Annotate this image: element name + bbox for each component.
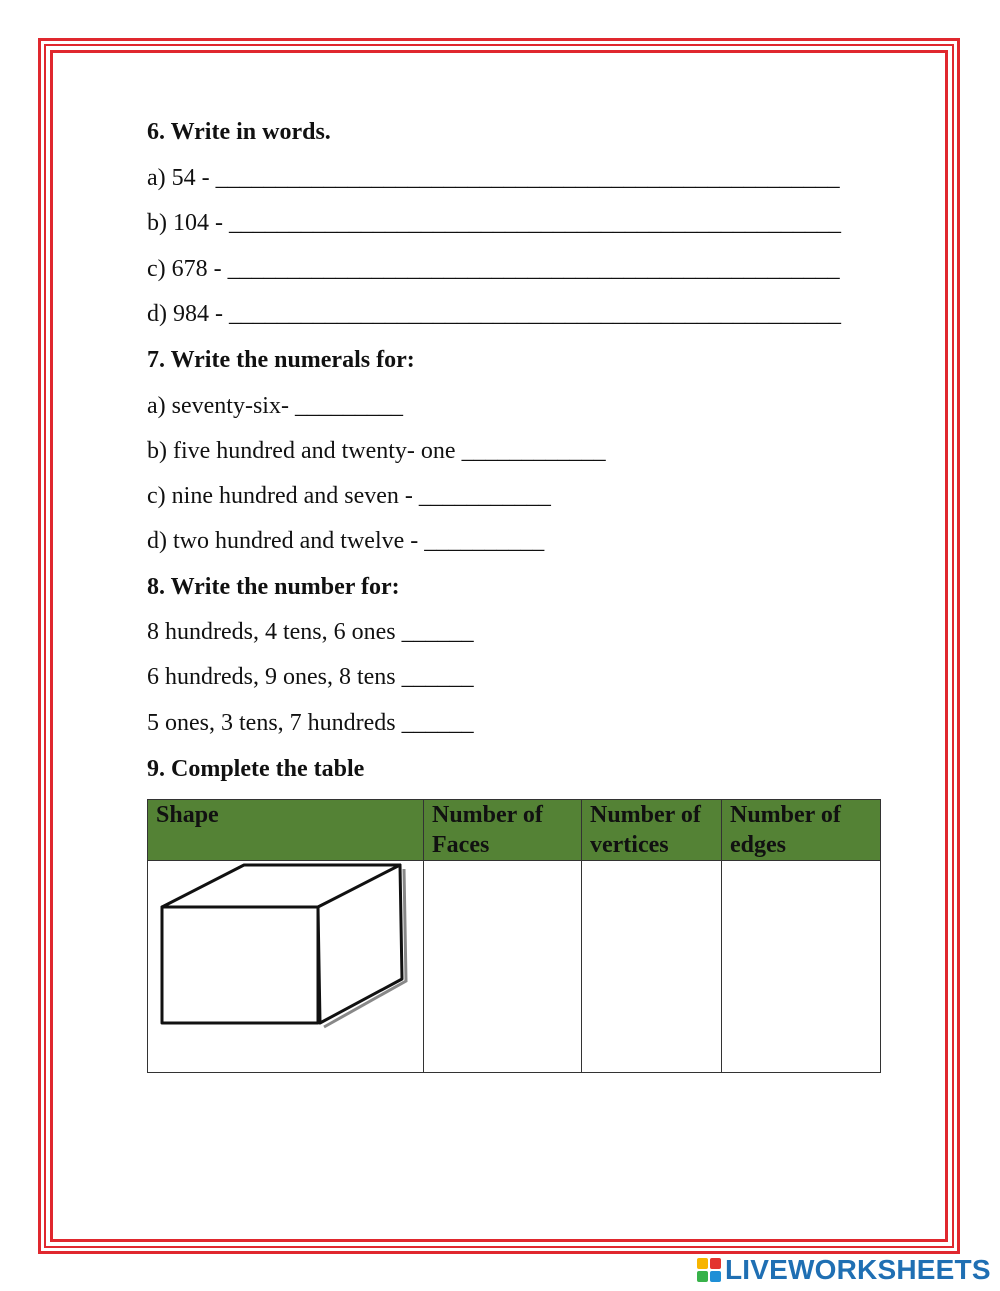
q7-item-c[interactable]: c) nine hundred and seven - ___________	[147, 483, 551, 509]
q6-item-d[interactable]: d) 984 - ___________________________________________________	[147, 301, 841, 327]
cell-shape	[148, 861, 424, 1073]
brand-name: LIVEWORKSHEETS	[725, 1254, 991, 1285]
q7-heading: 7. Write the numerals for:	[147, 347, 415, 373]
header-vertices: Number of vertices	[582, 800, 722, 861]
table-row	[148, 861, 881, 1073]
q7-item-d[interactable]: d) two hundred and twelve - __________	[147, 528, 545, 554]
q7-item-a[interactable]: a) seventy-six- _________	[147, 393, 403, 419]
q7-item-b[interactable]: b) five hundred and twenty- one ____________	[147, 438, 606, 464]
header-shape: Shape	[148, 800, 424, 861]
table-header-row	[148, 800, 881, 861]
liveworksheets-brand[interactable]	[697, 1255, 991, 1285]
liveworksheets-logo-icon	[697, 1258, 721, 1282]
header-edges: Number of edges	[722, 800, 881, 861]
q6-item-b[interactable]: b) 104 - ___________________________________________________	[147, 210, 841, 236]
q6-heading: 6. Write in words.	[147, 119, 331, 145]
q6-item-c[interactable]: c) 678 - ___________________________________________________	[147, 256, 840, 282]
q8-item-2[interactable]: 6 hundreds, 9 ones, 8 tens ______	[147, 664, 474, 690]
shape-table	[147, 799, 881, 1073]
q8-item-3[interactable]: 5 ones, 3 tens, 7 hundreds ______	[147, 710, 474, 736]
q8-heading: 8. Write the number for:	[147, 574, 400, 600]
cell-vertices[interactable]	[582, 861, 722, 1073]
header-faces: Number of Faces	[424, 800, 582, 861]
q6-item-a[interactable]: a) 54 - ____________________________________________________	[147, 165, 840, 191]
q9-heading: 9. Complete the table	[147, 756, 365, 782]
q8-item-1[interactable]: 8 hundreds, 4 tens, 6 ones ______	[147, 619, 474, 645]
cube-icon	[148, 861, 423, 1072]
cell-faces[interactable]	[424, 861, 582, 1073]
cell-edges[interactable]	[722, 861, 881, 1073]
